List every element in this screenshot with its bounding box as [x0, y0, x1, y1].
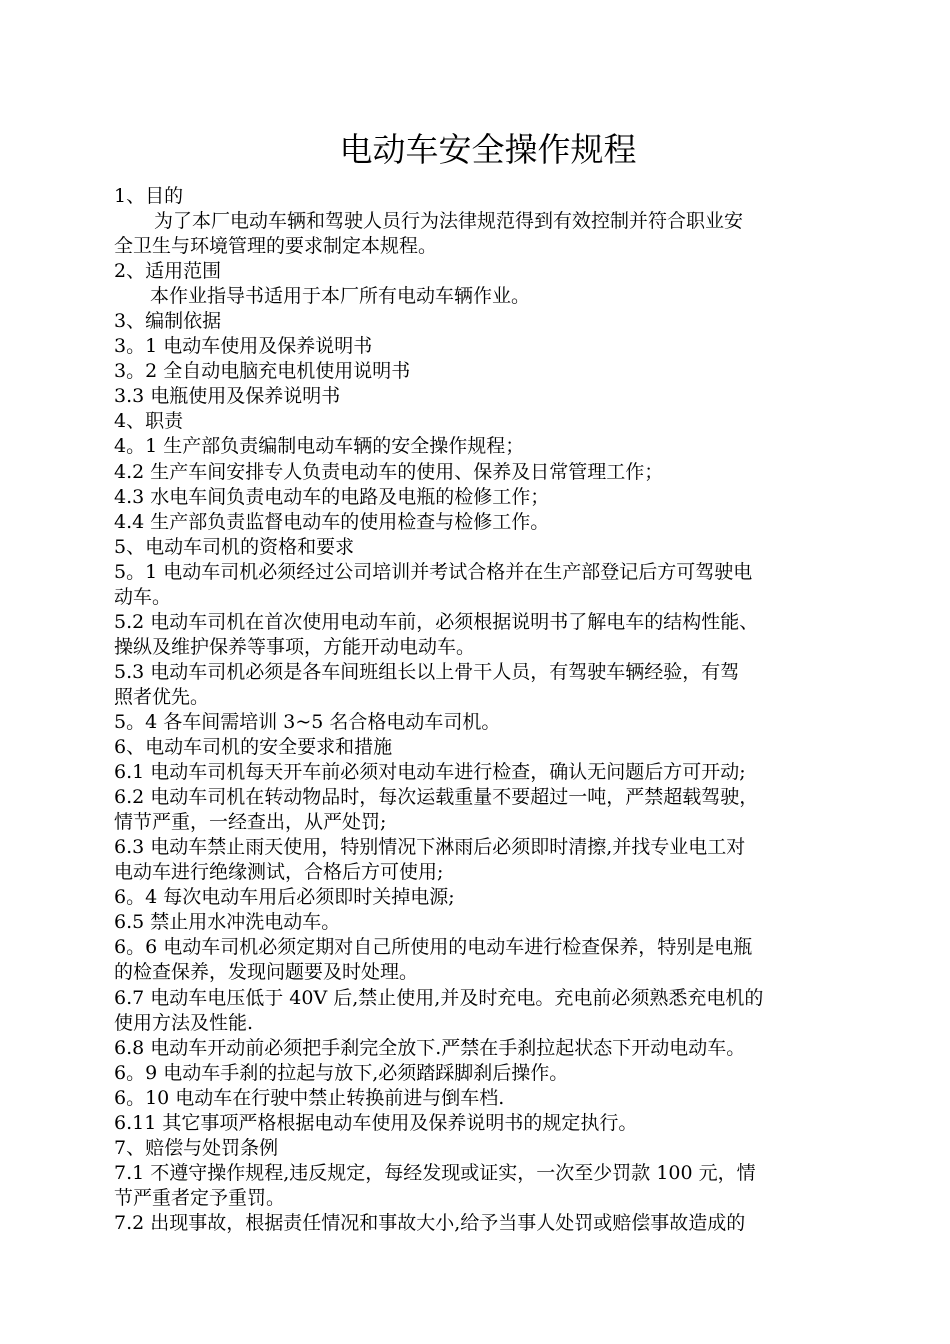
list-item: 6。10 电动车在行驶中禁止转换前进与倒车档.: [114, 1086, 505, 1109]
list-item: 6.2 电动车司机在转动物品时，每次运载重量不要超过一吨，严禁超载驾驶，: [114, 786, 759, 809]
list-item-continuation: 节严重者定予重罚。: [114, 1186, 286, 1209]
list-item: 6。4 每次电动车用后必须即时关掉电源;: [114, 886, 455, 909]
list-item: 6.1 电动车司机每天开车前必须对电动车进行检查，确认无问题后方可开动;: [114, 761, 746, 784]
list-item: 6。6 电动车司机必须定期对自己所使用的电动车进行检查保养，特别是电瓶: [114, 936, 753, 959]
section-heading-purpose: 1、目的: [114, 185, 184, 207]
list-item: 6.7 电动车电压低于 40V 后,禁止使用,并及时充电。充电前必须熟悉充电机的: [114, 986, 764, 1009]
list-item: 6.3 电动车禁止雨天使用，特别情况下淋雨后必须即时清擦,并找专业电工对: [114, 836, 746, 859]
section-heading-scope: 2、适用范围: [114, 260, 222, 283]
section-heading-safety: 6、电动车司机的安全要求和措施: [114, 736, 393, 759]
list-item: 4。1 生产部负责编制电动车辆的安全操作规程；: [114, 435, 525, 458]
list-item: 7.2 出现事故，根据责任情况和事故大小,给予当事人处罚或赔偿事故造成的: [114, 1211, 746, 1234]
paragraph-line: 为了本厂电动车辆和驾驶人员行为法律规范得到有效控制并符合职业安: [154, 210, 744, 233]
section-heading-penalties: 7、赔偿与处罚条例: [114, 1136, 279, 1159]
document-body: [114, 184, 874, 1236]
list-item: 4.2 生产车间安排专人负责电动车的使用、保养及日常管理工作；: [114, 460, 664, 483]
list-item-continuation: 操纵及维护保养等事项，方能开动电动车。: [114, 635, 476, 658]
list-item: 5.3 电动车司机必须是各车间班组长以上骨干人员，有驾驶车辆经验，有驾: [114, 660, 740, 683]
section-heading-qualifications: 5、电动车司机的资格和要求: [114, 535, 355, 558]
list-item: 5。4 各车间需培训 3~5 名合格电动车司机。: [114, 710, 501, 733]
list-item-continuation: 情节严重，一经查出，从严处罚;: [114, 811, 387, 834]
list-item: 3.3 电瓶使用及保养说明书: [114, 385, 341, 408]
list-item-continuation: 照者优先。: [114, 685, 210, 708]
section-heading-duties: 4、职责: [114, 410, 184, 433]
list-item: 5。1 电动车司机必须经过公司培训并考试合格并在生产部登记后方可驾驶电: [114, 560, 753, 583]
section-heading-basis: 3、编制依据: [114, 310, 222, 333]
document-title: 电动车安全操作规程: [339, 130, 637, 169]
list-item: 6.5 禁止用水冲洗电动车。: [114, 911, 341, 934]
list-item: 6.11 其它事项严格根据电动车使用及保养说明书的规定执行。: [114, 1111, 638, 1134]
paragraph-line: 本作业指导书适用于本厂所有电动车辆作业。: [150, 285, 531, 308]
list-item: 6.8 电动车开动前必须把手刹完全放下.严禁在手刹拉起状态下开动电动车。: [114, 1036, 746, 1059]
list-item: 3。1 电动车使用及保养说明书: [114, 335, 373, 358]
list-item: 4.4 生产部负责监督电动车的使用检查与检修工作。: [114, 510, 550, 533]
list-item: 3。2 全自动电脑充电机使用说明书: [114, 360, 411, 383]
list-item-continuation: 动车。: [114, 585, 172, 608]
list-item-continuation: 使用方法及性能.: [114, 1011, 254, 1034]
list-item: 7.1 不遵守操作规程,违反规定，每经发现或证实，一次至少罚款 100 元，情: [114, 1161, 756, 1184]
list-item-continuation: 的检查保养，发现问题要及时处理。: [114, 961, 419, 984]
list-item: 5.2 电动车司机在首次使用电动车前，必须根据说明书了解电车的结构性能、: [114, 610, 759, 633]
list-item-continuation: 电动车进行绝缘测试，合格后方可使用;: [114, 861, 444, 884]
paragraph-line: 全卫生与环境管理的要求制定本规程。: [114, 235, 438, 258]
list-item: 4.3 水电车间负责电动车的电路及电瓶的检修工作；: [114, 485, 550, 508]
list-item: 6。9 电动车手刹的拉起与放下,必须踏踩脚刹后操作。: [114, 1061, 569, 1084]
